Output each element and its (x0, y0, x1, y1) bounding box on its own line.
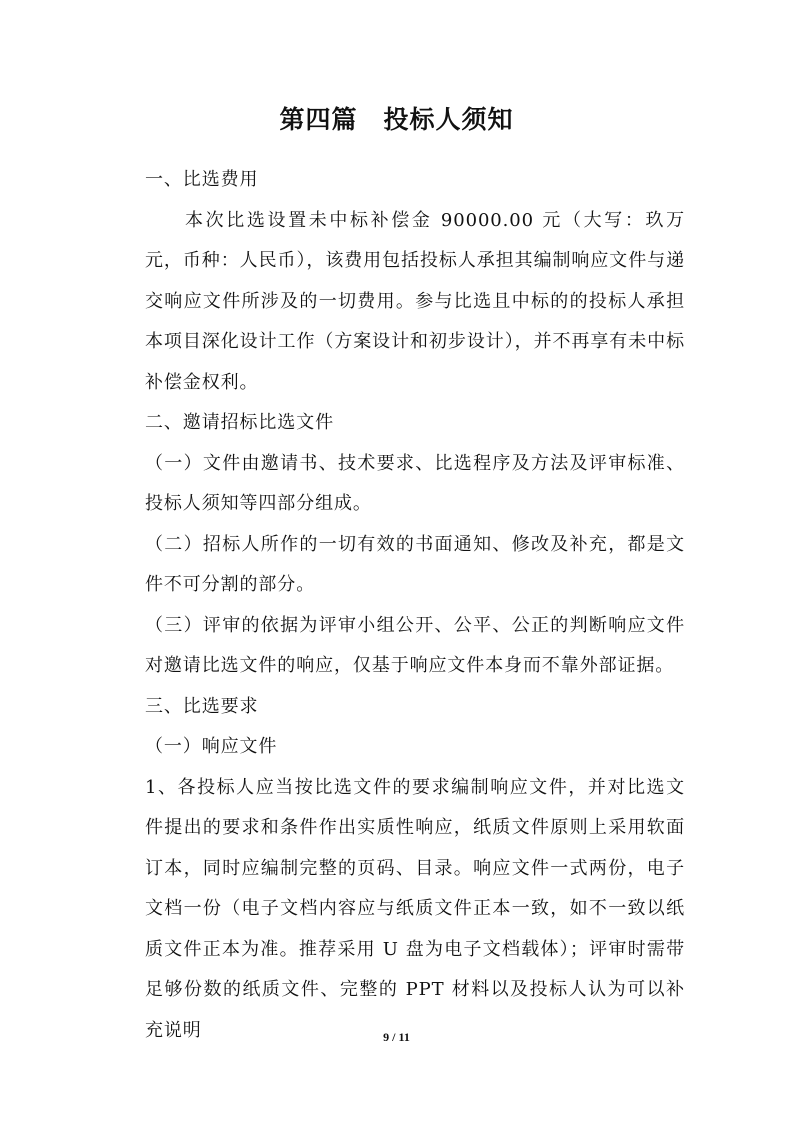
paragraph: （一）文件由邀请书、技术要求、比选程序及方法及评审标准、投标人须知等四部分组成。 (145, 452, 685, 514)
document-body (145, 160, 685, 1051)
paragraph: （二）招标人所作的一切有效的书面通知、修改及补充，都是文件不可分割的部分。 (145, 533, 685, 595)
paragraph: 1、各投标人应当按比选文件的要求编制响应文件，并对比选文件提出的要求和条件作出实质性响应，纸质文件原则上采用软面订本，同时应编制完整的页码、目录。响应文件一式两份，电子文档一份（电子文档内容应与纸质文件正本一致，如不一致以纸质文件正本为准。推荐采用 U 盘为电子文档载体）；评审时需带足够份数的纸质文件、完整的 PPT 材料以及投标人认为可以补充说明 (145, 776, 685, 1041)
document-title: 第四篇 投标人须知 (279, 105, 514, 134)
section-heading: 一、比选费用 (145, 169, 259, 190)
section-heading: 三、比选要求 (145, 695, 259, 717)
page-number: 9 / 11 (383, 1030, 410, 1044)
section-heading: 二、邀请招标比选文件 (145, 412, 334, 433)
subsection-heading: （一）响应文件 (145, 736, 278, 757)
paragraph: 本次比选设置未中标补偿金 90000.00 元（大写：玖万元，币种：人民币），该费用包括投标人承担其编制响应文件与递交响应文件所涉及的一切费用。参与比选且中标的的投标人承担本项目深化设计工作（方案设计和初步设计），并不再享有未中标补偿金权利。 (145, 209, 685, 393)
paragraph: （三）评审的依据为评审小组公开、公平、公正的判断响应文件对邀请比选文件的响应，仅基于响应文件本身而不靠外部证据。 (145, 614, 685, 676)
